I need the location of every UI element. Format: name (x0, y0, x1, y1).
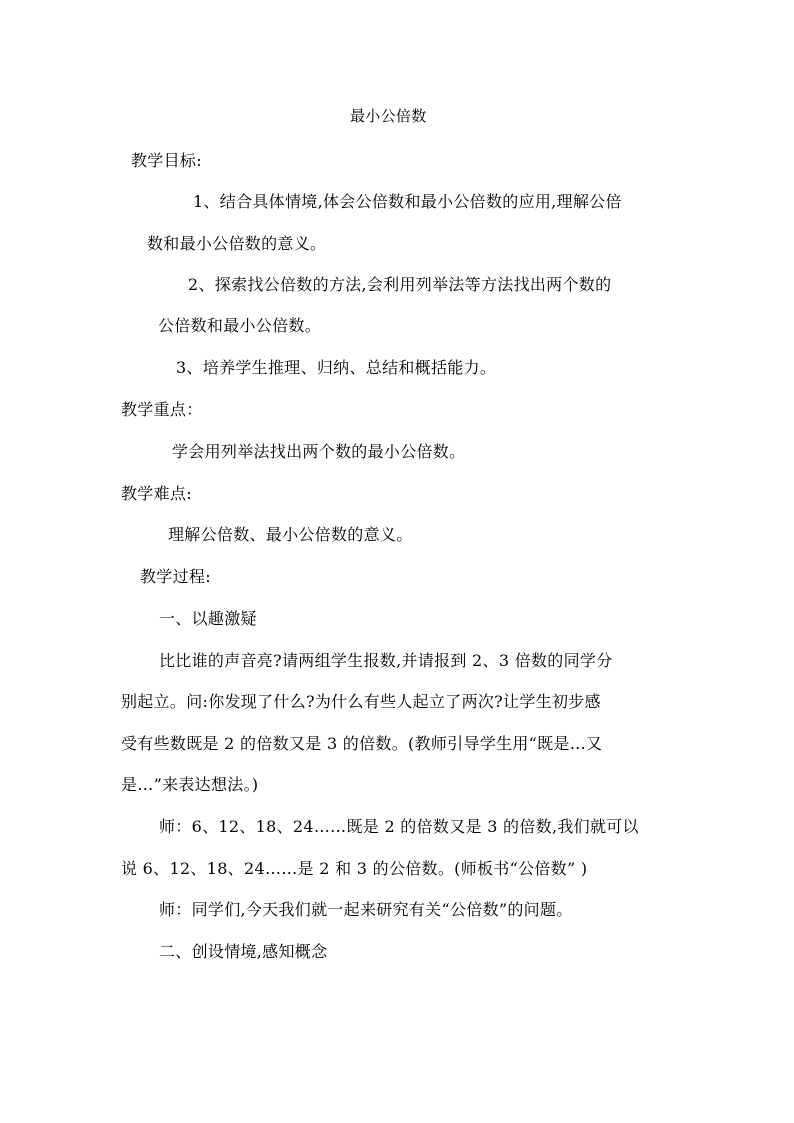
paragraph-line: 1、结合具体情境,体会公倍数和最小公倍数的应用,理解公倍 (193, 192, 622, 211)
section-heading-objectives: 教学目标: (131, 151, 202, 170)
subsection-heading: 二、创设情境,感知概念 (159, 942, 328, 961)
document-title: 最小公倍数 (350, 107, 427, 125)
paragraph-line: 师：同学们,今天我们就一起来研究有关“公倍数”的问题。 (159, 900, 573, 919)
section-heading-key-points: 教学重点： (121, 400, 203, 419)
section-heading-process: 教学过程: (140, 567, 211, 586)
paragraph-line: 3、培养学生推理、归纳、总结和概括能力。 (176, 358, 497, 377)
paragraph-line: 师：6、12、18、24……既是 2 的倍数又是 3 的倍数,我们就可以 (159, 817, 639, 836)
paragraph-line: 2、探索找公倍数的方法,会利用列举法等方法找出两个数的 (188, 275, 612, 294)
section-heading-difficulties: 教学难点: (121, 484, 192, 503)
paragraph-line: 公倍数和最小公倍数。 (158, 316, 322, 335)
paragraph-line: 比比谁的声音亮?请两组学生报数,并请报到 2、3 倍数的同学分 (159, 651, 613, 670)
paragraph-line: 学会用列举法找出两个数的最小公倍数。 (172, 442, 466, 461)
paragraph-line: 理解公倍数、最小公倍数的意义。 (168, 525, 413, 544)
paragraph-line: 别起立。问:你发现了什么?为什么有些人起立了两次?让学生初步感 (121, 692, 601, 711)
subsection-heading: 一、以趣激疑 (159, 609, 257, 628)
paragraph-line: 数和最小公倍数的意义。 (147, 234, 327, 253)
paragraph-line: 是…”来表达想法。) (121, 775, 259, 794)
paragraph-line: 受有些数既是 2 的倍数又是 3 的倍数。(教师引导学生用“既是…又 (121, 734, 603, 753)
paragraph-line: 说 6、12、18、24……是 2 和 3 的公倍数。(师板书“公倍数” ) (121, 859, 588, 878)
